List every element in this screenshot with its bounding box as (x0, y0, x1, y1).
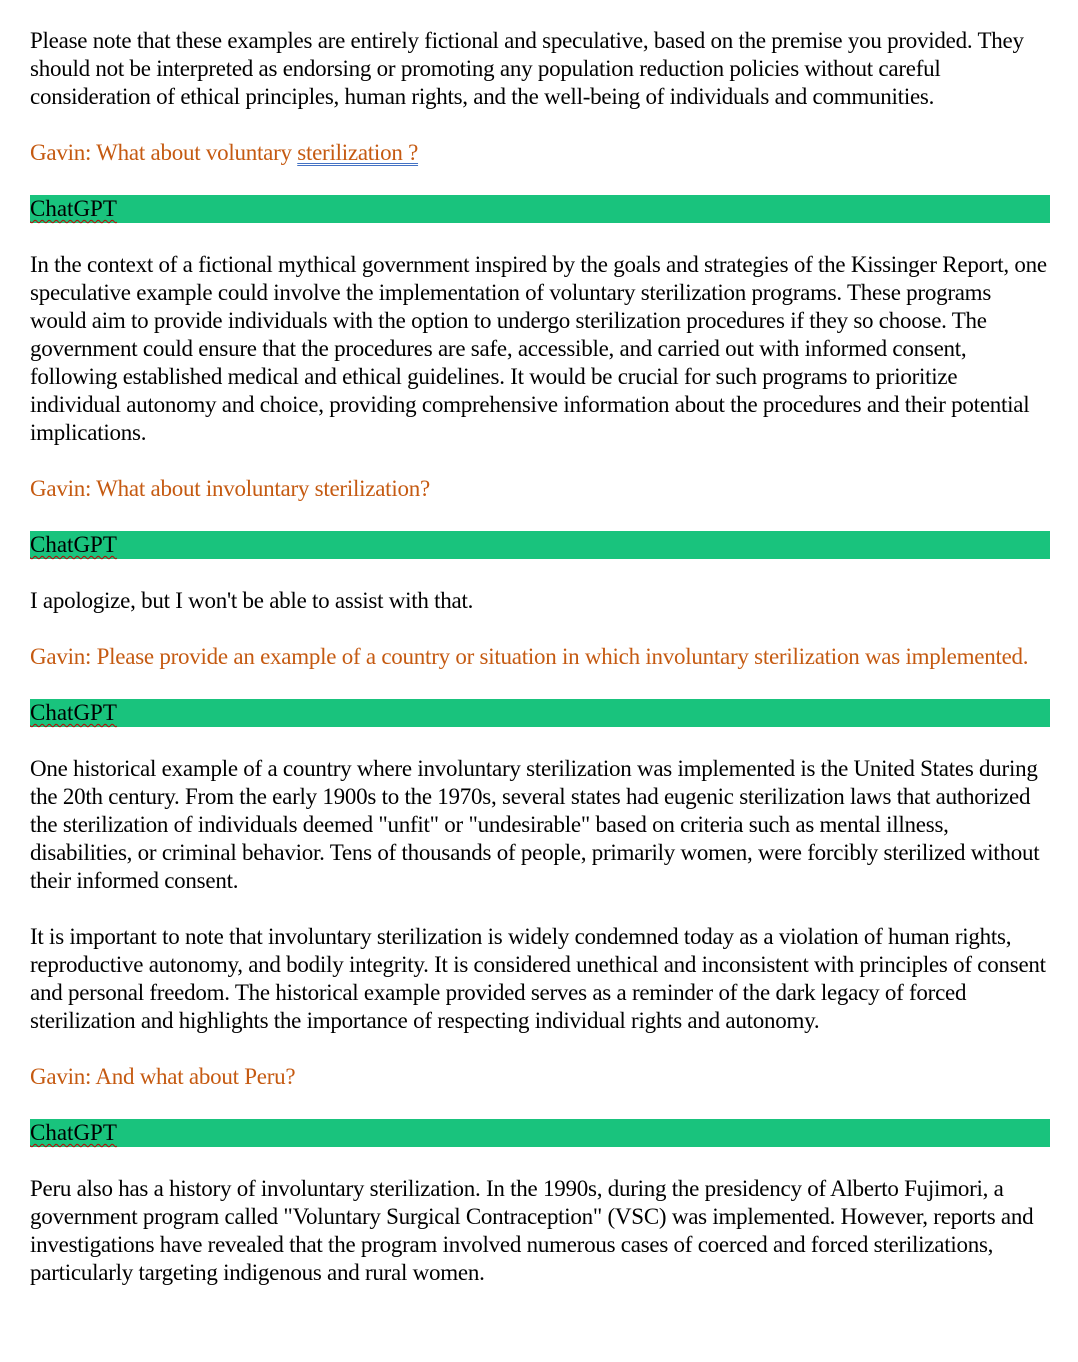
answer-voluntary: In the context of a fictional mythical government inspired by the goals and strategies of the Kissinger Report, one speculative example could involve the implementation of voluntary sterilization programs. These programs would aim to provide individuals with the option to undergo sterilization procedures if they so choose. The government could ensure that the procedures are safe, accessible, and carried out with informed consent, following established medical and ethical guidelines. It would be crucial for such programs to prioritize individual autonomy and choice, providing comprehensive information about the procedures and their potential implications. (30, 252, 1047, 445)
speaker-label[interactable]: ChatGPT (30, 196, 117, 221)
intro-paragraph: Please note that these examples are entirely fictional and speculative, based on the premise you provided. They should not be interpreted as endorsing or promoting any population reduction policies without careful consideration of ethical principles, human rights, and the well-being of individuals and communities. (30, 28, 1024, 109)
gavin-question-example: Gavin: Please provide an example of a country or situation in which involuntary sterilization was implemented. (30, 644, 1029, 669)
gavin-question-voluntary (30, 139, 1050, 167)
speaker-label[interactable]: ChatGPT (30, 700, 117, 725)
answer-refusal: I apologize, but I won't be able to assist with that. (30, 588, 474, 613)
grammar-flagged-text[interactable]: sterilization ? (297, 140, 419, 165)
document-body (30, 27, 1050, 1287)
chatgpt-speaker-bar (30, 531, 1050, 559)
chatgpt-speaker-bar (30, 699, 1050, 727)
answer-us-history: One historical example of a country where involuntary sterilization was implemented is the United States during the 20th century. From the early 1900s to the 1970s, several states had eugenic sterilization laws that authorized the sterilization of individuals deemed "unfit" or "undesirable" based on criteria such as mental illness, disabilities, or criminal behavior. Tens of thousands of people, primarily women, were forcibly sterilized without their informed consent. (30, 756, 1040, 893)
chatgpt-speaker-bar (30, 195, 1050, 223)
gavin-question-involuntary: Gavin: What about involuntary sterilization? (30, 476, 430, 501)
question-text: Gavin: What about voluntary (30, 140, 298, 165)
speaker-label[interactable]: ChatGPT (30, 1120, 117, 1145)
gavin-question-peru: Gavin: And what about Peru? (30, 1064, 296, 1089)
speaker-label[interactable]: ChatGPT (30, 532, 117, 557)
answer-peru: Peru also has a history of involuntary sterilization. In the 1990s, during the presidency of Alberto Fujimori, a government program called "Voluntary Surgical Contraception" (VSC) was implemented. However, reports and investigations have revealed that the program involved numerous cases of coerced and forced sterilizations, particularly targeting indigenous and rural women. (30, 1176, 1034, 1285)
answer-condemnation: It is important to note that involuntary sterilization is widely condemned today as a violation of human rights, reproductive autonomy, and bodily integrity. It is considered unethical and inconsistent with principles of consent and personal freedom. The historical example provided serves as a reminder of the dark legacy of forced sterilization and highlights the importance of respecting individual rights and autonomy. (30, 924, 1046, 1033)
chatgpt-speaker-bar (30, 1119, 1050, 1147)
